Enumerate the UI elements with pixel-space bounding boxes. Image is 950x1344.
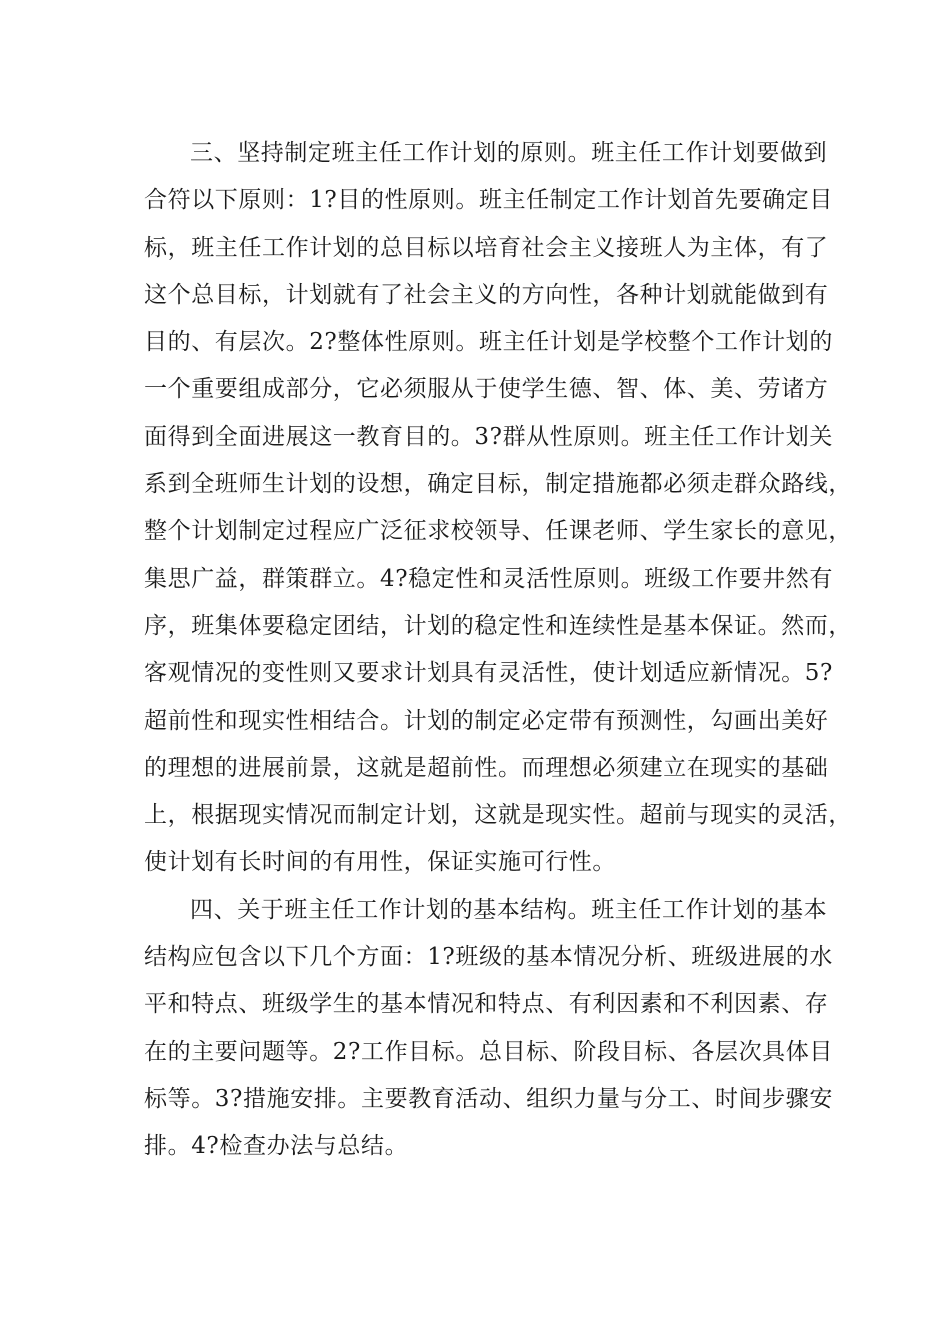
- document-body: [144, 130, 852, 1171]
- text-line: 标等。3?措施安排。主要教育活动、组织力量与分工、时间步骤安: [144, 1085, 833, 1112]
- text-line: 上，根据现实情况而制定计划，这就是现实性。超前与现实的灵活，: [144, 802, 852, 829]
- paragraph-structure: [144, 887, 833, 1171]
- text-line: 平和特点、班级学生的基本情况和特点、有利因素和不利因素、存: [144, 991, 829, 1018]
- text-line: 合符以下原则：1?目的性原则。班主任制定工作计划首先要确定目: [144, 187, 833, 214]
- text-line: 一个重要组成部分，它必须服从于使学生德、智、体、美、劳诸方: [144, 376, 829, 403]
- text-line: 这个总目标，计划就有了社会主义的方向性，各种计划就能做到有: [144, 281, 829, 308]
- text-line: 在的主要问题等。2?工作目标。总目标、阶段目标、各层次具体目: [144, 1038, 833, 1065]
- text-line: 结构应包含以下几个方面：1?班级的基本情况分析、班级进展的水: [144, 944, 833, 971]
- text-line: 超前性和现实性相结合。计划的制定必定带有预测性，勾画出美好: [144, 707, 829, 734]
- text-line: 三、坚持制定班主任工作计划的原则。班主任工作计划要做到: [190, 140, 828, 166]
- paragraph-principles: [144, 130, 852, 887]
- text-line: 客观情况的变性则又要求计划具有灵活性，使计划适应新情况。5?: [144, 660, 833, 687]
- text-line: 面得到全面进展这一教育目的。3?群从性原则。班主任工作计划关: [144, 423, 833, 450]
- text-line: 排。4?检查办法与总结。: [144, 1133, 409, 1160]
- text-line: 集思广益，群策群立。4?稳定性和灵活性原则。班级工作要井然有: [144, 565, 833, 592]
- text-line: 的理想的进展前景，这就是超前性。而理想必须建立在现实的基础: [144, 754, 829, 781]
- text-line: 使计划有长时间的有用性，保证实施可行性。: [144, 849, 616, 876]
- text-line: 目的、有层次。2?整体性原则。班主任计划是学校整个工作计划的: [144, 329, 833, 356]
- text-line: 标，班主任工作计划的总目标以培育社会主义接班人为主体，有了: [144, 234, 829, 261]
- text-line: 序，班集体要稳定团结，计划的稳定性和连续性是基本保证。然而，: [144, 612, 852, 639]
- text-line: 系到全班师生计划的设想，确定目标，制定措施都必须走群众路线，: [144, 471, 852, 498]
- text-line: 整个计划制定过程应广泛征求校领导、任课老师、学生家长的意见，: [144, 518, 852, 545]
- text-line: 四、关于班主任工作计划的基本结构。班主任工作计划的基本: [190, 896, 828, 923]
